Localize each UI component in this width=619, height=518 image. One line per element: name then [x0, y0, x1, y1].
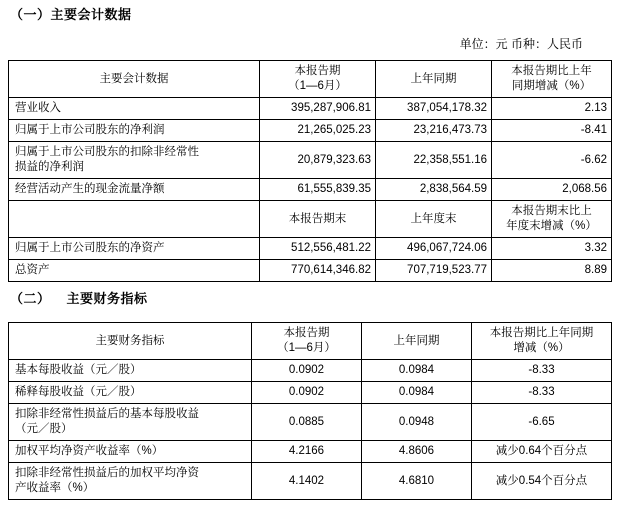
- row-current: 0.0902: [252, 360, 362, 382]
- table-header-row: [9, 61, 612, 98]
- header-current-line1: 本报告期: [294, 65, 341, 77]
- row-change: -8.41: [492, 120, 612, 142]
- header-change-line2: 同期增减（%）: [511, 80, 592, 92]
- row-prior: 0.0984: [362, 360, 472, 382]
- row-current: 20,879,323.63: [260, 142, 376, 179]
- row-label: [9, 463, 252, 500]
- row-change: 3.32: [492, 238, 612, 260]
- header-current-line2: （1—6月）: [277, 342, 336, 354]
- header-change-line1: 本报告期比上年: [511, 65, 592, 77]
- header-cell-change: [492, 61, 612, 98]
- row-prior: 4.6810: [362, 463, 472, 500]
- header-cell-indicator: 主要财务指标: [9, 323, 252, 360]
- row-label-line2: 损益的净利润: [15, 161, 84, 173]
- header-cell-prior-period: 上年同期: [362, 323, 472, 360]
- row-label: 总资产: [9, 260, 260, 282]
- row-prior: 496,067,724.06: [376, 238, 492, 260]
- row-change: 减少0.64个百分点: [472, 441, 612, 463]
- row-label: [9, 404, 252, 441]
- row-current: 512,556,481.22: [260, 238, 376, 260]
- row-label: 归属于上市公司股东的净利润: [9, 120, 260, 142]
- row-prior: 4.8606: [362, 441, 472, 463]
- section-2-title: 主要财务指标: [66, 291, 148, 306]
- row-prior: 387,054,178.32: [376, 98, 492, 120]
- table-row: [9, 179, 612, 201]
- unit-note: 单位：元 币种：人民币: [459, 37, 583, 51]
- row-change: -6.62: [492, 142, 612, 179]
- row-label: 基本每股收益（元／股）: [9, 360, 252, 382]
- row-change: -8.33: [472, 360, 612, 382]
- subheader-cell-period-end: 本报告期末: [260, 201, 376, 238]
- section-1-heading: （一）主要会计数据: [10, 7, 132, 22]
- row-prior: 0.0984: [362, 382, 472, 404]
- table-row: [9, 404, 612, 441]
- table-subheader-row: [9, 201, 612, 238]
- row-prior: 0.0948: [362, 404, 472, 441]
- row-change: -6.65: [472, 404, 612, 441]
- row-current: 770,614,346.82: [260, 260, 376, 282]
- header-cell-prior-period: 上年同期: [376, 61, 492, 98]
- table-row: [9, 260, 612, 282]
- table-row: [9, 98, 612, 120]
- row-prior: 23,216,473.73: [376, 120, 492, 142]
- header-change-line1: 本报告期比上年同期: [489, 327, 594, 339]
- row-label: 营业收入: [9, 98, 260, 120]
- row-change: 2,068.56: [492, 179, 612, 201]
- row-current: 395,287,906.81: [260, 98, 376, 120]
- header-current-line2: （1—6月）: [288, 80, 347, 92]
- row-label-line1: 归属于上市公司股东的扣除非经常性: [15, 146, 199, 158]
- subheader-cell-prior-year-end: 上年度末: [376, 201, 492, 238]
- subheader-cell-empty: [9, 201, 260, 238]
- row-prior: 22,358,551.16: [376, 142, 492, 179]
- row-prior: 707,719,523.77: [376, 260, 492, 282]
- row-label-line1: 扣除非经常性损益后的基本每股收益: [15, 408, 199, 420]
- row-current: 4.1402: [252, 463, 362, 500]
- row-label-line1: 扣除非经常性损益后的加权平均净资: [15, 467, 199, 479]
- row-current: 61,555,839.35: [260, 179, 376, 201]
- row-label: 经营活动产生的现金流量净额: [9, 179, 260, 201]
- main-accounting-data-table: [8, 60, 612, 282]
- table-row: [9, 360, 612, 382]
- row-label: 稀释每股收益（元／股）: [9, 382, 252, 404]
- main-financial-indicators-table: [8, 322, 612, 500]
- section-2-index: （二）: [10, 291, 51, 306]
- row-change: -8.33: [472, 382, 612, 404]
- header-cell-item: 主要会计数据: [9, 61, 260, 98]
- table-row: [9, 463, 612, 500]
- row-label-line2: 产收益率（%）: [15, 482, 95, 494]
- subheader-change-line1: 本报告期末比上: [511, 205, 592, 217]
- header-current-line1: 本报告期: [283, 327, 330, 339]
- report-page: [0, 6, 619, 518]
- row-change: 减少0.54个百分点: [472, 463, 612, 500]
- header-change-line2: 增减（%）: [513, 342, 570, 354]
- row-change: 8.89: [492, 260, 612, 282]
- table-row: [9, 238, 612, 260]
- row-label-line2: （元／股）: [15, 423, 73, 435]
- row-current: 21,265,025.23: [260, 120, 376, 142]
- row-label: [9, 142, 260, 179]
- header-cell-current-period: [260, 61, 376, 98]
- row-current: 0.0902: [252, 382, 362, 404]
- header-cell-change: [472, 323, 612, 360]
- table-row: [9, 382, 612, 404]
- subheader-cell-change: [492, 201, 612, 238]
- row-change: 2.13: [492, 98, 612, 120]
- header-cell-current-period: [252, 323, 362, 360]
- subheader-change-line2: 年度末增减（%）: [506, 220, 597, 232]
- table-header-row: [9, 323, 612, 360]
- row-label: 归属于上市公司股东的净资产: [9, 238, 260, 260]
- table-row: [9, 441, 612, 463]
- table-row: [9, 120, 612, 142]
- table-row: [9, 142, 612, 179]
- section-2-heading: [10, 290, 611, 308]
- row-label: 加权平均净资产收益率（%）: [9, 441, 252, 463]
- row-current: 4.2166: [252, 441, 362, 463]
- row-prior: 2,838,564.59: [376, 179, 492, 201]
- row-current: 0.0885: [252, 404, 362, 441]
